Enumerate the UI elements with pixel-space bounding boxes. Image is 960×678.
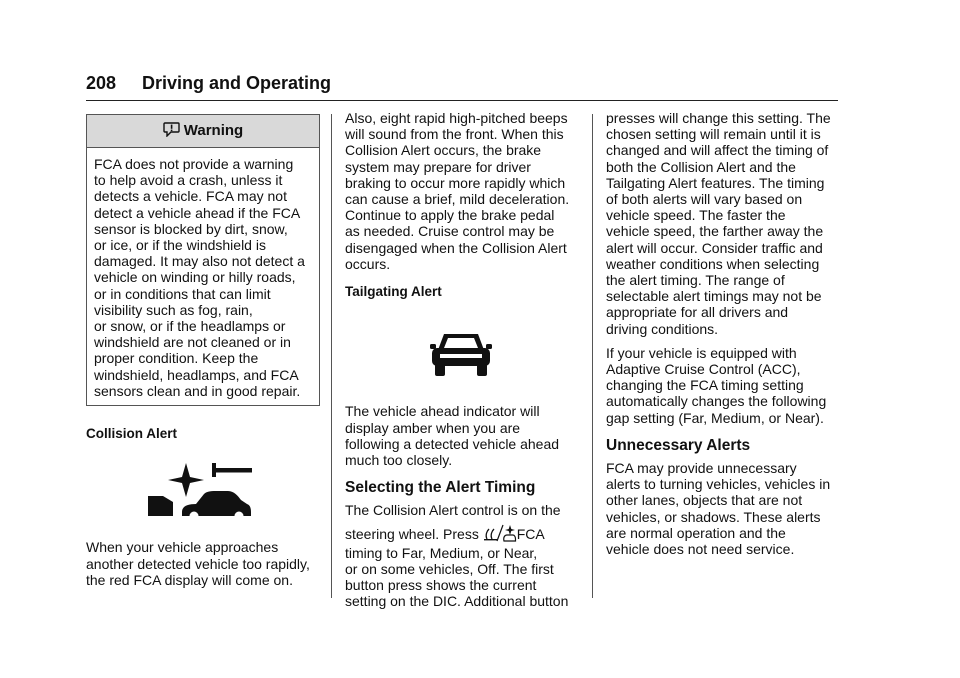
warning-line: windshield, headlamps, and FCA xyxy=(94,366,299,383)
text-line: FCA may provide unnecessary xyxy=(606,460,797,477)
text-line: driving conditions. xyxy=(606,320,719,337)
text-line: are normal operation and the xyxy=(606,524,786,541)
fca-timing-button-icon xyxy=(483,524,517,545)
text-line: appropriate for all drivers and xyxy=(606,304,789,321)
text-line: other lanes, objects that are not xyxy=(606,492,803,509)
text-line: vehicle speed, the farther away the xyxy=(606,223,824,240)
warning-line: vehicle on winding or hilly roads, xyxy=(94,269,296,286)
text-line: occurs. xyxy=(345,255,391,272)
text-line: as needed. Cruise control may be xyxy=(345,223,555,240)
warning-line: FCA does not provide a warning xyxy=(94,156,294,172)
text-line: Continue to apply the brake pedal xyxy=(345,207,555,224)
text-line: system may prepare for driver xyxy=(345,158,531,175)
text-fragment: steering wheel. Press xyxy=(345,525,479,542)
text-line: disengaged when the Collision Alert xyxy=(345,239,567,256)
warning-line: damaged. It may also not detect a xyxy=(94,253,305,270)
text-line: can cause a brief, mild deceleration. xyxy=(345,191,570,208)
warning-line: or ice, or if the windshield is xyxy=(94,237,266,254)
text-line: Tailgating Alert features. The timing xyxy=(606,174,825,191)
tailgating-alert-paragraph xyxy=(345,403,581,468)
text-line: much too closely. xyxy=(345,452,453,469)
text-line: selectable alert timings may not be xyxy=(606,288,822,305)
warning-line: windshield are not cleaned or in xyxy=(94,334,291,351)
text-line: both the Collision Alert and the xyxy=(606,158,796,175)
text-line: vehicle does not need service. xyxy=(606,541,795,558)
text-line: chosen setting will remain until it is xyxy=(606,126,821,143)
text-line: The vehicle ahead indicator will xyxy=(345,403,540,420)
text-line: display amber when you are xyxy=(345,419,521,436)
warning-line: or in conditions that can limit xyxy=(94,285,271,302)
alert-timing-paragraph xyxy=(345,502,581,609)
text-line: vehicle speed. The faster the xyxy=(606,207,786,224)
warning-line: proper condition. Keep the xyxy=(94,350,259,367)
text-line: If your vehicle is equipped with xyxy=(606,344,797,361)
text-line: gap setting (Far, Medium, or Near). xyxy=(606,409,824,426)
warning-line: sensors clean and in good repair. xyxy=(94,382,301,399)
text-fragment: FCA xyxy=(516,525,545,542)
warning-body xyxy=(87,148,319,405)
collision-continued-paragraph xyxy=(345,110,581,272)
text-line: the red FCA display will come on. xyxy=(86,571,293,588)
text-line: setting on the DIC. Additional button xyxy=(345,593,569,610)
text-line-with-icon xyxy=(345,524,581,545)
collision-alert-icon xyxy=(146,460,320,525)
text-line: braking to occur more rapidly which xyxy=(345,174,566,191)
warning-line: sensor is blocked by dirt, snow, xyxy=(94,220,288,237)
text-line: Collision Alert occurs, the brake xyxy=(345,142,542,159)
acc-paragraph xyxy=(606,345,842,426)
text-line: the alert timing. The range of xyxy=(606,272,785,289)
page-header xyxy=(86,70,838,101)
text-line: The Collision Alert control is on the xyxy=(345,502,561,519)
text-line: presses will change this setting. The xyxy=(606,110,831,126)
vehicle-ahead-icon xyxy=(430,330,581,383)
alert-timing-heading: Selecting the Alert Timing xyxy=(345,479,536,497)
warning-title: Warning xyxy=(183,122,244,139)
warning-line: detect a vehicle ahead if the FCA xyxy=(94,204,301,221)
text-line: button press shows the current xyxy=(345,577,537,594)
timing-continued-paragraph xyxy=(606,110,842,337)
text-line: alert will occur. Consider traffic and xyxy=(606,239,823,256)
warning-header xyxy=(87,115,319,148)
warning-line: detects a vehicle. FCA may not xyxy=(94,188,287,205)
warning-box xyxy=(86,114,320,406)
warning-line: or snow, or if the headlamps or xyxy=(94,318,286,335)
text-line: vehicles, or shadows. These alerts xyxy=(606,508,821,525)
column-3 xyxy=(606,110,842,565)
text-line: automatically changes the following xyxy=(606,393,827,410)
text-line: weather conditions when selecting xyxy=(606,255,820,272)
text-line: alerts to turning vehicles, vehicles in xyxy=(606,476,831,493)
text-line: or on some vehicles, Off. The first xyxy=(345,561,554,578)
collision-alert-heading: Collision Alert xyxy=(86,426,178,442)
section-title: Driving and Operating xyxy=(142,73,332,93)
tailgating-alert-heading: Tailgating Alert xyxy=(345,284,442,300)
column-2 xyxy=(345,110,581,610)
text-line: another detected vehicle too rapidly, xyxy=(86,555,310,572)
text-line: Also, eight rapid high-pitched beeps xyxy=(345,110,568,126)
text-line: will sound from the front. When this xyxy=(345,126,564,143)
unnecessary-alerts-paragraph xyxy=(606,460,842,557)
collision-alert-text xyxy=(86,539,320,588)
column-1 xyxy=(86,110,320,588)
text-line: changed and will affect the timing of xyxy=(606,142,829,159)
warning-line: to help avoid a crash, unless it xyxy=(94,172,283,189)
column-divider-2 xyxy=(592,114,593,598)
page-number: 208 xyxy=(86,73,117,93)
text-line: timing to Far, Medium, or Near, xyxy=(345,544,538,561)
text-line: When your vehicle approaches xyxy=(86,539,279,556)
text-line: Adaptive Cruise Control (ACC), xyxy=(606,361,801,378)
column-divider-1 xyxy=(331,114,332,598)
warning-icon xyxy=(163,117,180,149)
warning-line: visibility such as fog, rain, xyxy=(94,301,253,318)
text-line: changing the FCA timing setting xyxy=(606,377,804,394)
unnecessary-alerts-heading: Unnecessary Alerts xyxy=(606,436,751,454)
text-line: of both alerts will vary based on xyxy=(606,191,803,208)
text-line: following a detected vehicle ahead xyxy=(345,435,560,452)
